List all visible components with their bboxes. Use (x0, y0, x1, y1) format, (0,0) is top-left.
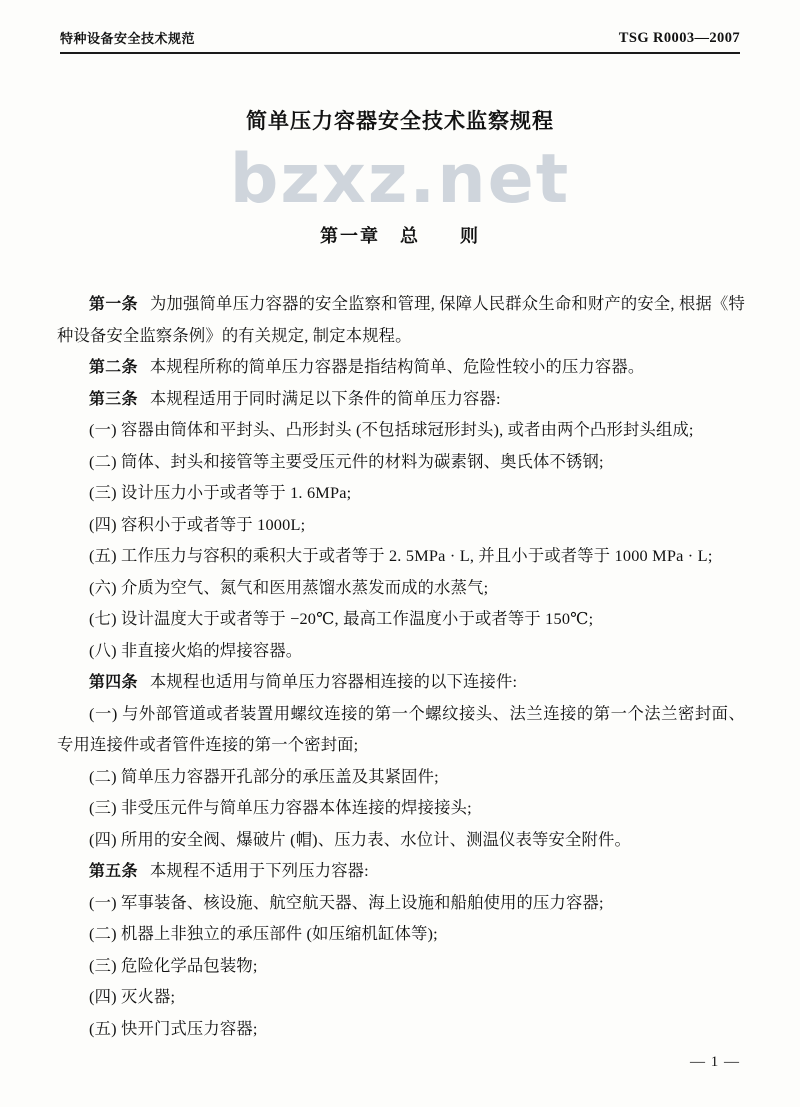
item-text: (五) 快开门式压力容器; (89, 1018, 258, 1038)
item-text: (二) 筒体、封头和接管等主要受压元件的材料为碳素钢、奥氏体不锈钢; (89, 451, 604, 471)
item-text: (六) 介质为空气、氮气和医用蒸馏水蒸发而成的水蒸气; (89, 577, 489, 597)
item-text: (一) 容器由筒体和平封头、凸形封头 (不包括球冠形封头), 或者由两个凸形封头组成; (89, 420, 694, 439)
article-label: 第二条 (89, 357, 138, 376)
paragraph (57, 635, 745, 667)
paragraph (57, 887, 745, 919)
article-label: 第四条 (89, 672, 138, 691)
paragraph (57, 855, 745, 887)
paragraph (57, 603, 745, 635)
item-text: (二) 简单压力容器开孔部分的承压盖及其紧固件; (89, 766, 439, 786)
paragraph (57, 918, 745, 950)
page-number: — 1 — (690, 1054, 740, 1070)
item-text: (二) 机器上非独立的承压部件 (如压缩机缸体等); (89, 924, 438, 943)
article-text: 为加强简单压力容器的安全监察和管理, 保障人民群众生命和财产的安全, 根据《特种设备安全监察条例》的有关规定, 制定本规程。 (57, 294, 745, 345)
paragraph (57, 540, 745, 572)
item-text: (七) 设计温度大于或者等于 −20℃, 最高工作温度小于或者等于 150℃; (89, 609, 594, 628)
paragraph (57, 698, 745, 761)
paragraph (57, 477, 745, 509)
chapter-heading: 第一章 总 则 (320, 226, 480, 247)
paragraph (57, 572, 745, 604)
paragraph (57, 950, 745, 982)
item-text: (五) 工作压力与容积的乘积大于或者等于 2. 5MPa · L, 并且小于或者等于 1000 MPa · L; (89, 546, 713, 565)
page-title: 简单压力容器安全技术监察规程 (246, 109, 554, 133)
paragraph (57, 446, 745, 478)
running-head (60, 28, 740, 47)
paragraph (57, 981, 745, 1013)
item-text: (八) 非直接火焰的焊接容器。 (89, 640, 303, 660)
article-label: 第一条 (89, 294, 138, 313)
article-text: 本规程不适用于下列压力容器: (149, 861, 369, 880)
item-text: (四) 灭火器; (89, 987, 176, 1006)
item-text: (四) 所用的安全阀、爆破片 (帽)、压力表、水位计、测温仪表等安全附件。 (89, 829, 631, 849)
paragraph (57, 509, 745, 541)
article-text: 本规程所称的简单压力容器是指结构简单、危险性较小的压力容器。 (149, 357, 645, 376)
paragraph (57, 383, 745, 415)
item-text: (三) 危险化学品包装物; (89, 955, 258, 975)
paragraph (57, 792, 745, 824)
item-text: (一) 与外部管道或者装置用螺纹连接的第一个螺纹接头、法兰连接的第一个法兰密封面、专用连接件或者管件连接的第一个密封面; (57, 703, 745, 754)
article-text: 本规程也适用与简单压力容器相连接的以下连接件: (149, 672, 518, 691)
paragraph (57, 824, 745, 856)
article-label: 第五条 (89, 861, 138, 880)
running-head-left: 特种设备安全技术规范 (60, 32, 196, 47)
item-text: (三) 设计压力小于或者等于 1. 6MPa; (89, 483, 352, 502)
document-body (57, 288, 745, 1044)
header-divider (60, 52, 740, 54)
item-text: (一) 军事装备、核设施、航空航天器、海上设施和船舶使用的压力容器; (89, 892, 604, 912)
paragraph (57, 761, 745, 793)
paragraph (57, 288, 745, 351)
watermark: bzxz.net (229, 140, 571, 219)
running-head-right: TSG R0003—2007 (618, 30, 740, 46)
paragraph (57, 1013, 745, 1045)
article-label: 第三条 (89, 388, 138, 408)
paragraph (57, 351, 745, 383)
paragraph (57, 666, 745, 698)
item-text: (三) 非受压元件与简单压力容器本体连接的焊接接头; (89, 798, 472, 817)
item-text: (四) 容积小于或者等于 1000L; (89, 514, 306, 534)
paragraph (57, 414, 745, 446)
article-text: 本规程适用于同时满足以下条件的简单压力容器: (149, 388, 501, 408)
